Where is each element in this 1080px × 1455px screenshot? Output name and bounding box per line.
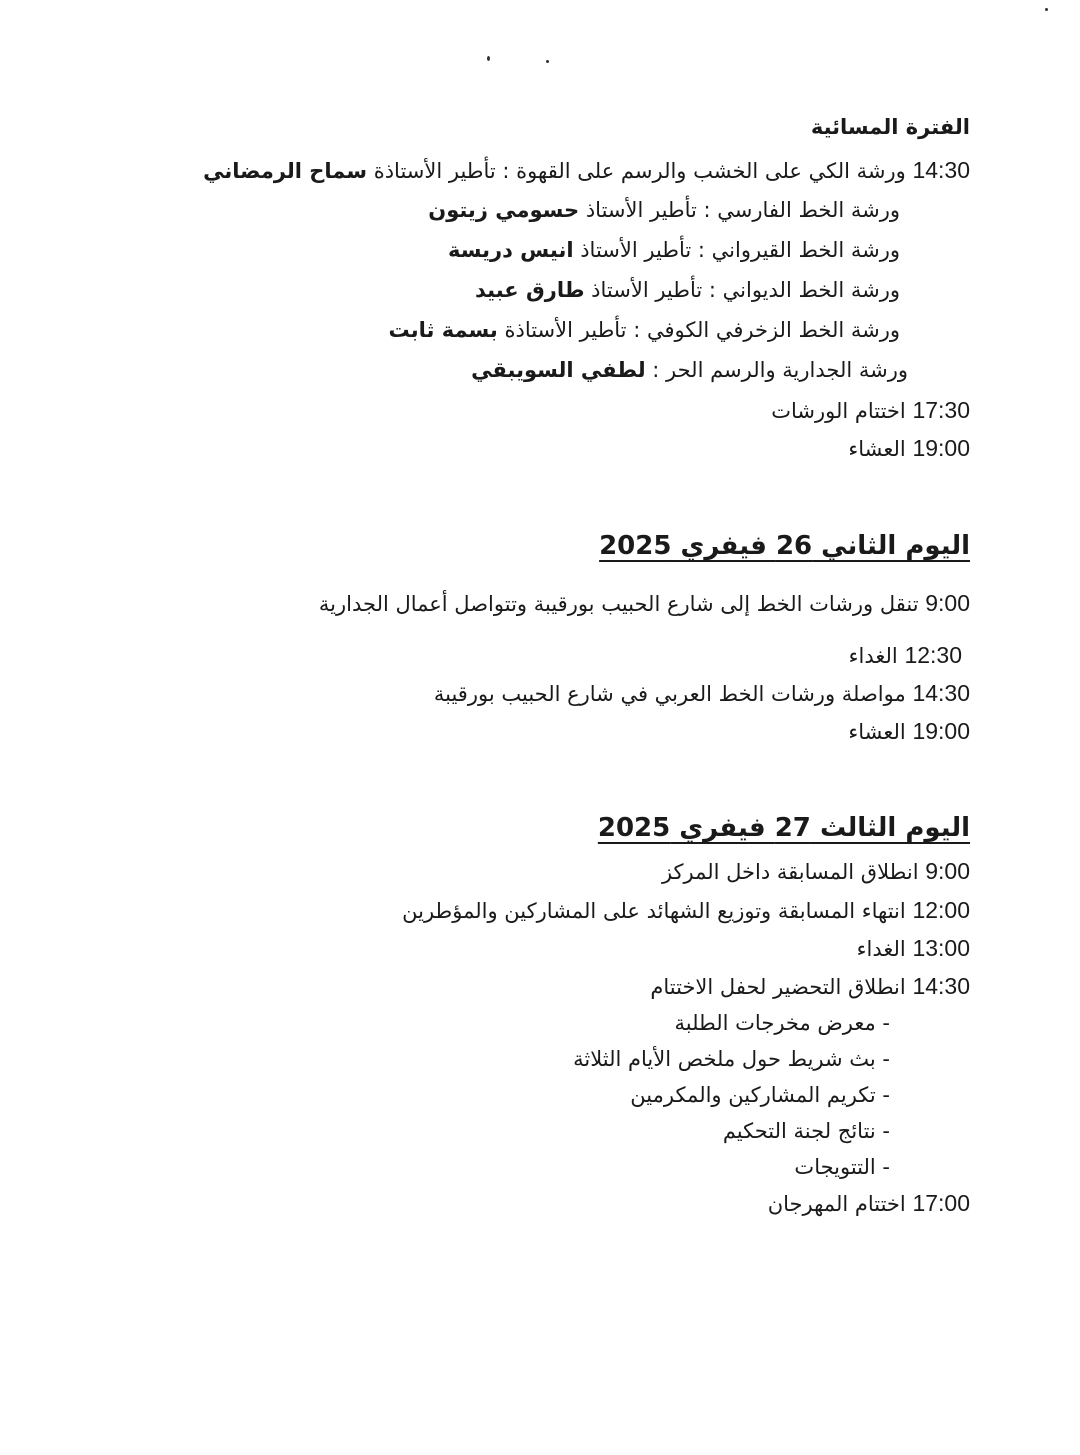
schedule-line	[389, 315, 900, 345]
schedule-line	[319, 588, 970, 619]
schedule-line	[849, 640, 962, 671]
activity-text: ورشة الخط الديواني : تأطير الأستاذ	[584, 278, 900, 302]
time-label: 17:00	[912, 1190, 970, 1216]
activity-text: مواصلة ورشات الخط العربي في شارع الحبيب بورقيبة	[433, 682, 906, 706]
schedule-line	[662, 856, 970, 887]
schedule-line	[471, 355, 908, 385]
schedule-line	[848, 716, 970, 747]
instructor-name: سماح الرمضاني	[203, 159, 368, 183]
activity-text: ورشة الخط القيرواني : تأطير الأستاذ	[573, 238, 900, 262]
time-label: 12:30	[904, 642, 962, 668]
evening-period-title: الفترة المسائية	[810, 115, 970, 139]
instructor-name: بسمة ثابت	[388, 318, 498, 342]
activity-text: اختتام الورشات	[771, 399, 906, 423]
time-label: 9:00	[925, 858, 970, 884]
time-label: 14:30	[912, 680, 970, 706]
schedule-line	[448, 235, 900, 265]
activity-text: الغداء	[856, 937, 906, 961]
bullet-item: - تكريم المشاركين والمكرمين	[630, 1083, 890, 1107]
time-label: 19:00	[912, 435, 970, 461]
time-label: 9:00	[925, 590, 970, 616]
instructor-name: حسومي زيتون	[428, 198, 580, 222]
activity-text: تنقل ورشات الخط إلى شارع الحبيب بورقيبة وتتواصل أعمال الجدارية	[318, 592, 919, 616]
bullet-item: - بث شريط حول ملخص الأيام الثلاثة	[573, 1047, 890, 1071]
schedule-line	[848, 433, 970, 464]
schedule-line	[203, 155, 970, 186]
scan-speck	[1045, 8, 1048, 11]
schedule-line	[428, 195, 900, 225]
activity-text: ورشة الخط الفارسي : تأطير الأستاذ	[579, 198, 900, 222]
activity-text: العشاء	[848, 437, 906, 461]
activity-text: انطلاق التحضير لحفل الاختتام	[650, 975, 906, 999]
activity-text: العشاء	[848, 720, 906, 744]
time-label: 13:00	[912, 935, 970, 961]
day2-title: اليوم الثاني 26 فيفري 2025	[599, 531, 970, 561]
activity-text: ورشة الكي على الخشب والرسم على القهوة : تأطير الأستاذة	[367, 159, 906, 183]
day3-title: اليوم الثالث 27 فيفري 2025	[597, 813, 970, 843]
schedule-line	[857, 933, 970, 964]
bullet-item: - التتويجات	[794, 1155, 890, 1179]
activity-text: ورشة الجدارية والرسم الحر :	[645, 358, 908, 382]
scan-speck	[487, 56, 490, 61]
schedule-line	[768, 1188, 970, 1219]
schedule-line	[650, 971, 970, 1002]
time-label: 14:30	[912, 973, 970, 999]
time-label: 14:30	[912, 157, 970, 183]
bullet-item: - معرض مخرجات الطلبة	[674, 1011, 890, 1035]
activity-text: ورشة الخط الزخرفي الكوفي : تأطير الأستاذة	[497, 318, 900, 342]
schedule-line	[475, 275, 900, 305]
instructor-name: لطفي السويبقي	[471, 358, 646, 382]
schedule-line	[402, 895, 970, 926]
schedule-line	[771, 395, 970, 426]
instructor-name: انيس دريسة	[448, 238, 574, 262]
activity-text: انتهاء المسابقة وتوزيع الشهائد على المشاركين والمؤطرين	[402, 899, 906, 923]
activity-text: انطلاق المسابقة داخل المركز	[661, 860, 919, 884]
bullet-item: - نتائج لجنة التحكيم	[722, 1119, 890, 1143]
time-label: 19:00	[912, 718, 970, 744]
time-label: 12:00	[912, 897, 970, 923]
time-label: 17:30	[912, 397, 970, 423]
schedule-line	[434, 678, 970, 709]
instructor-name: طارق عبيد	[475, 278, 585, 302]
activity-text: الغداء	[848, 644, 898, 668]
scan-speck	[546, 60, 549, 63]
activity-text: اختتام المهرجان	[767, 1192, 906, 1216]
